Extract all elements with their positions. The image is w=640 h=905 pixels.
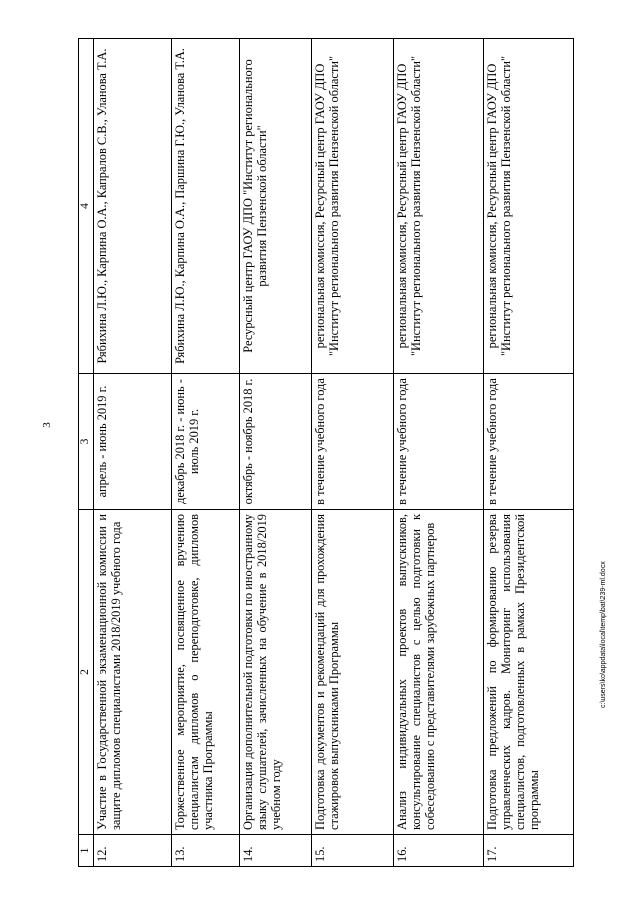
table-row bbox=[94, 39, 172, 867]
row-term: в течение учебного года bbox=[394, 374, 484, 510]
row-term: октябрь - ноябрь 2018 г. bbox=[240, 374, 312, 510]
plan-table bbox=[78, 38, 574, 867]
row-number: 13. bbox=[172, 835, 240, 867]
row-term: декабрь 2018 г. - июнь - июль 2019 г. bbox=[172, 374, 240, 510]
header-col-3: 3 bbox=[79, 374, 94, 510]
table-row bbox=[172, 39, 240, 867]
row-number: 16. bbox=[394, 835, 484, 867]
row-responsible: Рябихина Л.Ю., Карпина О.А., Капралов С.В., Уланова Т.А. bbox=[94, 39, 172, 374]
row-event: Подготовка предложений по формированию резерва управленческих кадров. Мониторинг использования специалистов, подготовленных в рамках Президентской программы bbox=[484, 510, 574, 835]
row-responsible: Ресурсный центр ГАОУ ДПО "Институт регионального развития Пензенской области" bbox=[240, 39, 312, 374]
row-number: 17. bbox=[484, 835, 574, 867]
row-event: Участие в Государственной экзаменационной комиссии и защите дипломов специалистами 2018/2019 учебного года bbox=[94, 510, 172, 835]
row-responsible: региональная комиссия, Ресурсный центр ГАОУ ДПО "Институт регионального развития Пензенской области" bbox=[312, 39, 394, 374]
row-term: апрель - июнь 2019 г. bbox=[94, 374, 172, 510]
file-path-text: c:\users\ko\appdata\local\temp\bat\239-ml.docx bbox=[600, 561, 607, 708]
row-number: 14. bbox=[240, 835, 312, 867]
row-event: Подготовка документов и рекомендаций для прохождения стажировок выпускниками Программы bbox=[312, 510, 394, 835]
row-event: Организация дополнительной подготовки по иностранному языку слушателей, зачисленных на обучение в 2018/2019 учебном году bbox=[240, 510, 312, 835]
header-col-1: 1 bbox=[79, 835, 94, 867]
row-number: 12. bbox=[94, 835, 172, 867]
table-row bbox=[240, 39, 312, 867]
row-responsible: Рябихина Л.Ю., Карпина О.А., Паршина Г.Ю., Уланова Т.А. bbox=[172, 39, 240, 374]
table-row bbox=[484, 39, 574, 867]
table-row bbox=[312, 39, 394, 867]
header-col-4: 4 bbox=[79, 39, 94, 374]
row-event: Анализ индивидуальных проектов выпускников, консультирование специалистов с целью подготовки к собеседованию с представителями зарубежных партнеров bbox=[394, 510, 484, 835]
table-header-row bbox=[79, 39, 94, 867]
row-term: в течение учебного года bbox=[484, 374, 574, 510]
row-number: 15. bbox=[312, 835, 394, 867]
row-responsible: региональная комиссия, Ресурсный центр ГАОУ ДПО "Институт регионального развития Пензенской области" bbox=[394, 39, 484, 374]
row-responsible: региональная комиссия, Ресурсный центр ГАОУ ДПО "Институт регионального развития Пензенской области" bbox=[484, 39, 574, 374]
row-event: Торжественное мероприятие, посвященное вручению специалистам дипломов о переподготовке, дипломов участника Программы bbox=[172, 510, 240, 835]
page-number: 3 bbox=[41, 422, 53, 428]
row-term: в течение учебного года bbox=[312, 374, 394, 510]
header-col-2: 2 bbox=[79, 510, 94, 835]
table-row bbox=[394, 39, 484, 867]
plan-table-rotated bbox=[78, 39, 572, 867]
